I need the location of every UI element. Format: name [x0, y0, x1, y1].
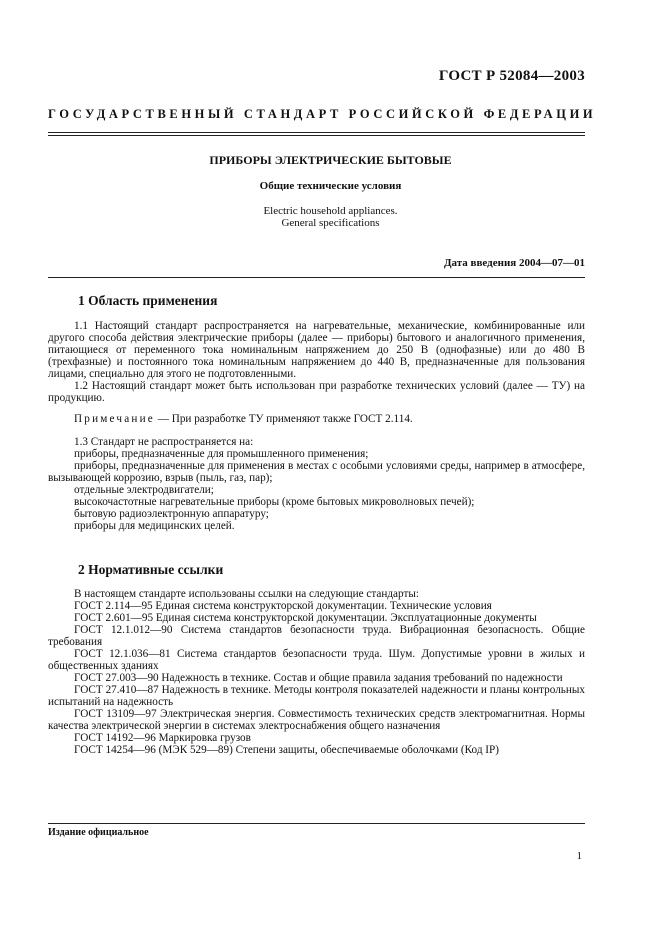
section-1-heading: 1 Область применения [78, 293, 218, 308]
references-intro: В настоящем стандарте использованы ссылки на следующие стандарты: [74, 588, 419, 600]
reference-item: ГОСТ 14254—96 (МЭК 529—89) Степени защиты, обеспечиваемые оболочками (Код IP) [74, 744, 499, 756]
reference-item: ГОСТ 12.1.012—90 Система стандартов безопасности труда. Вибрационная безопасность. Общие требования [48, 624, 585, 648]
reference-item: ГОСТ 14192—96 Маркировка грузов [74, 732, 251, 744]
note [48, 413, 585, 425]
paragraph-1-2: 1.2 Настоящий стандарт может быть использован при разработке технических условий (далее — ТУ) на продукцию. [48, 380, 585, 404]
official-edition-label: Издание официальное [48, 827, 149, 838]
note-label: Примечание [74, 413, 155, 425]
document-subtitle: Общие технические условия [259, 180, 402, 192]
header-rule-thick [48, 132, 585, 133]
list-item: высокочастотные нагревательные приборы (кроме бытовых микроволновых печей); [74, 496, 475, 508]
english-title-line2: General specifications [281, 217, 380, 229]
reference-item: ГОСТ 13109—97 Электрическая энергия. Совместимость технических средств электромагнитная. Нормы качества электрической энергии в системах электроснабжения общего назначения [48, 708, 585, 732]
header-rule-thin [48, 135, 585, 136]
section-2-body [48, 588, 585, 756]
paragraph-1-3: 1.3 Стандарт не распространяется на: [74, 436, 254, 448]
date-rule [48, 277, 585, 278]
reference-item: ГОСТ 27.410—87 Надежность в технике. Методы контроля показателей надежности и планы контрольных испытаний на надежность [48, 684, 585, 708]
reference-item: ГОСТ 2.601—95 Единая система конструкторской документации. Эксплуатационные документы [74, 612, 537, 624]
introduction-date: Дата введения 2004—07—01 [443, 257, 585, 269]
english-title-line1: Electric household appliances. [263, 205, 398, 217]
reference-item: ГОСТ 27.003—90 Надежность в технике. Состав и общие правила задания требований по надежности [74, 672, 563, 684]
gost-number: ГОСТ Р 52084—2003 [438, 68, 585, 84]
list-item: бытовую радиоэлектронную аппаратуру; [74, 508, 269, 520]
english-title [0, 205, 661, 229]
section-2-heading: 2 Нормативные ссылки [78, 562, 224, 577]
list-item: приборы, предназначенные для промышленного применения; [74, 448, 369, 460]
reference-item: ГОСТ 12.1.036—81 Система стандартов безопасности труда. Шум. Допустимые уровни в жилых и общественных зданиях [48, 648, 585, 672]
footer-rule [48, 823, 585, 824]
state-standard-heading: ГОСУДАРСТВЕННЫЙ СТАНДАРТ РОССИЙСКОЙ ФЕДЕРАЦИИ [48, 107, 597, 121]
reference-item: ГОСТ 2.114—95 Единая система конструкторской документации. Технические условия [74, 600, 492, 612]
paragraph-1-1: 1.1 Настоящий стандарт распространяется на нагревательные, механические, комбинированные или другого способа действия электрические приборы (далее — приборы) бытового и аналогичного применения, питающиеся от переменного тока номинальным напряжением до 250 В (однофазные) или до 480 В (трехфазные) и постоянного тока номинальным напряжением до 440 В, предназначенные для пользования лицами, специально для этого не подготовленными. [48, 320, 585, 380]
document-title: ПРИБОРЫ ЭЛЕКТРИЧЕСКИЕ БЫТОВЫЕ [209, 153, 452, 167]
section-1-body [48, 320, 585, 532]
note-text: — При разработке ТУ применяют также ГОСТ 2.114. [154, 413, 413, 425]
list-item: приборы, предназначенные для применения в местах с особыми условиями среды, например в атмосфере, вызывающей коррозию, взрыв (пыль, газ, пар); [48, 460, 585, 484]
list-item: приборы для медицинских целей. [74, 520, 235, 532]
list-item: отдельные электродвигатели; [74, 484, 214, 496]
page-number: 1 [576, 850, 582, 862]
